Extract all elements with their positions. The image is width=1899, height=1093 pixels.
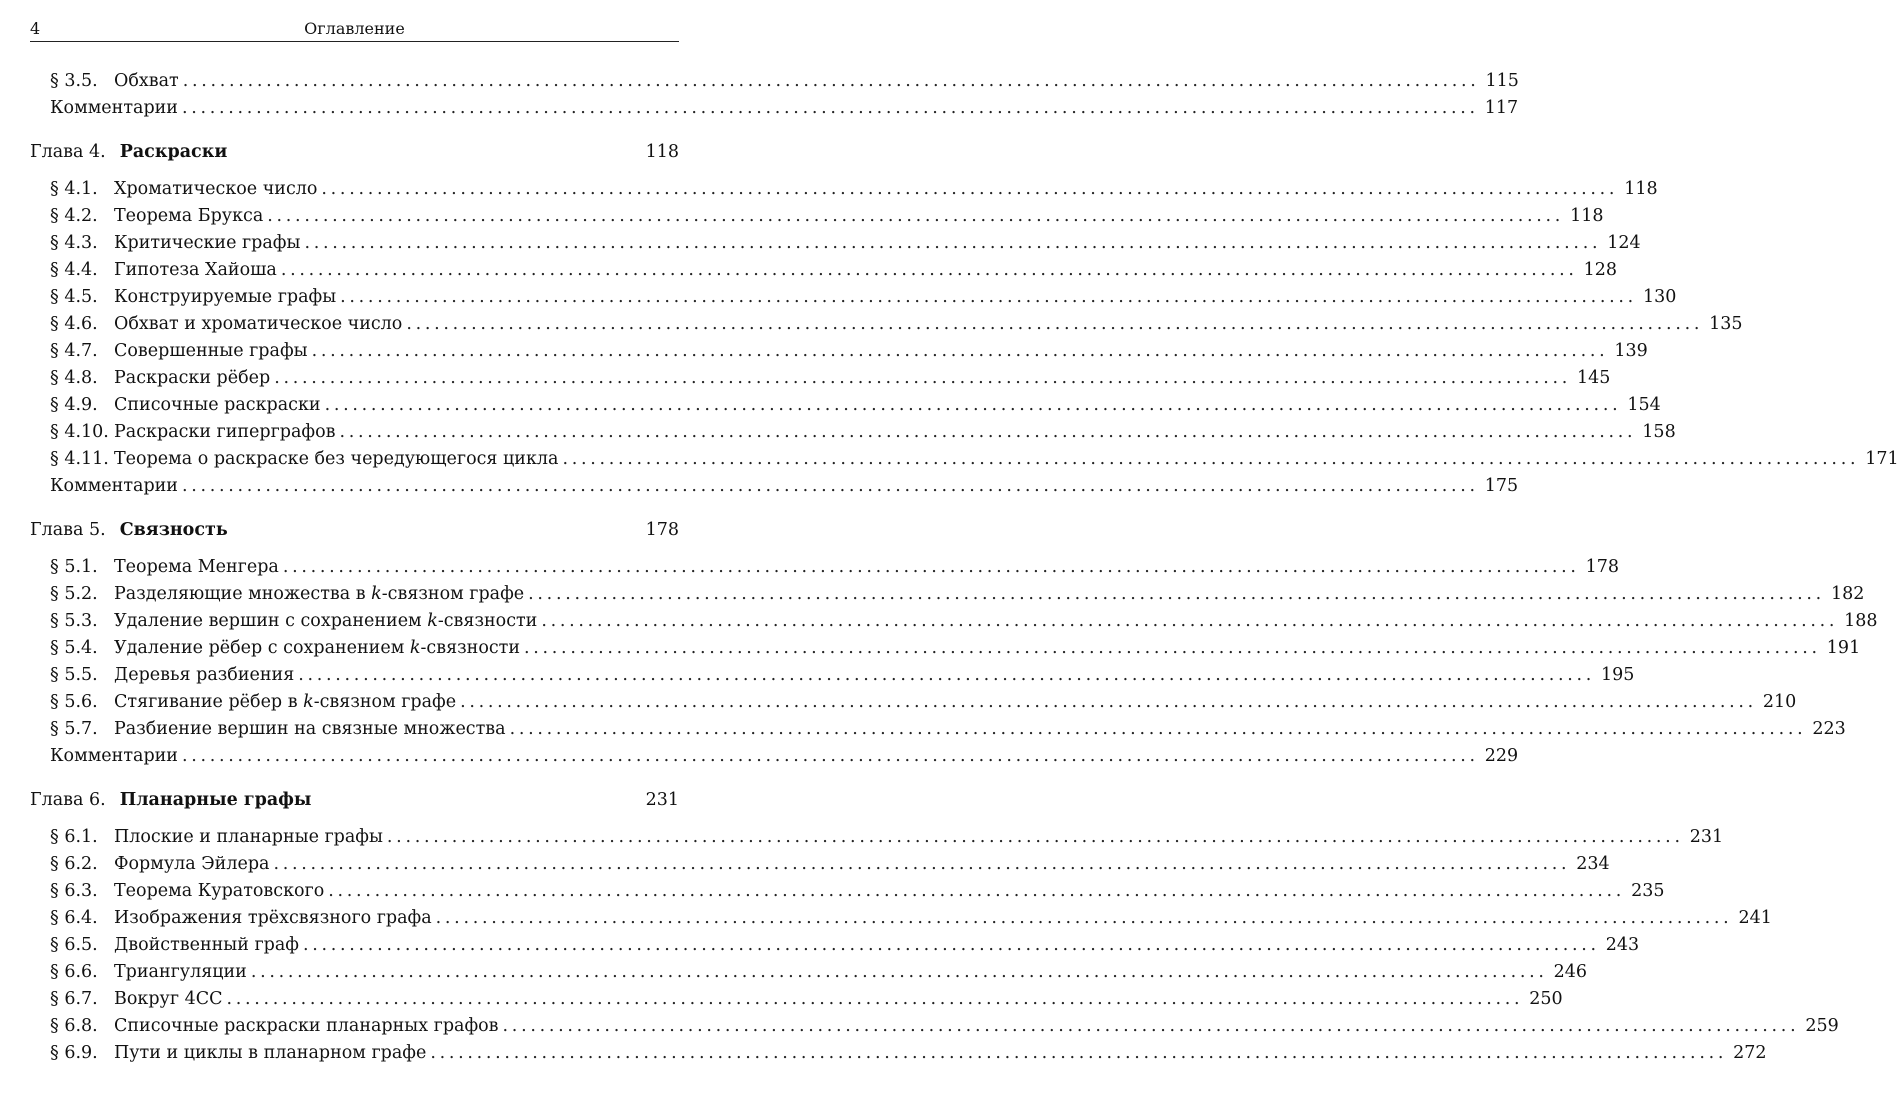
dot-leader: ............................................................................................................................................ — [524, 638, 1821, 658]
toc-section[interactable] — [50, 662, 1635, 689]
entry-title: Разбиение вершин на связные множества — [114, 716, 510, 743]
dot-leader: ............................................................................................................................................ — [273, 854, 1571, 874]
page-ref: 124 — [1607, 233, 1641, 253]
page-ref: 139 — [1614, 341, 1648, 361]
entry-title: Комментарии — [50, 95, 182, 122]
entry-title: Критические графы — [114, 230, 304, 257]
page-ref: 246 — [1553, 962, 1588, 982]
section-number: § 4.6. — [50, 314, 98, 334]
section-number: § 3.5. — [50, 71, 98, 91]
section-number: § 5.2. — [50, 584, 98, 604]
page-ref: 135 — [1709, 314, 1743, 334]
page-ref: 191 — [1826, 638, 1861, 658]
toc-section[interactable] — [50, 878, 1665, 905]
section-number: § 6.7. — [50, 989, 98, 1009]
dot-leader: ............................................................................................................................................ — [274, 368, 1571, 388]
toc-section[interactable] — [50, 392, 1661, 419]
dot-leader: ............................................................................................................................................ — [528, 584, 1825, 604]
chapter-title: Связность — [119, 520, 228, 540]
entry-title: Теорема о раскраске без чередующегося цикла — [114, 446, 562, 473]
dot-leader: ............................................................................................................................................ — [386, 827, 1684, 847]
toc-section[interactable] — [50, 176, 1658, 203]
entry-title: Гипотеза Хайоша — [114, 257, 281, 284]
dot-leader: ............................................................................................................................................ — [298, 665, 1596, 685]
section-number: § 4.9. — [50, 395, 98, 415]
entry-title: Обхват и хроматическое число — [114, 311, 406, 338]
dot-leader: ............................................................................................................................................ — [311, 341, 1609, 361]
page-ref: 241 — [1738, 908, 1772, 928]
dot-leader: ............................................................................................................................................ — [181, 98, 1479, 118]
page-ref: 128 — [1583, 260, 1618, 280]
dot-leader: ............................................................................................................................................ — [302, 935, 1600, 955]
page-ref: 210 — [1762, 692, 1797, 712]
page-ref: 231 — [1689, 827, 1724, 847]
entry-title: Комментарии — [50, 473, 182, 500]
dot-leader: ............................................................................................................................................ — [226, 989, 1524, 1009]
dot-leader: ............................................................................................................................................ — [460, 692, 1757, 712]
toc-section[interactable] — [50, 338, 1648, 365]
page-ref: 175 — [1484, 476, 1519, 496]
dot-leader: ............................................................................................................................................ — [502, 1016, 1800, 1036]
section-number: § 4.4. — [50, 260, 98, 280]
toc-section[interactable] — [50, 986, 1563, 1013]
dot-leader: ............................................................................................................................................ — [541, 611, 1839, 631]
dot-leader: ............................................................................................................................................ — [562, 449, 1860, 469]
dot-leader: ............................................................................................................................................ — [340, 287, 1637, 307]
dot-leader: ............................................................................................................................................ — [328, 881, 1626, 901]
section-number: § 6.6. — [50, 962, 98, 982]
section-number: § 6.2. — [50, 854, 98, 874]
toc-section[interactable] — [50, 203, 1604, 230]
chapter-label: Глава 5. — [30, 520, 106, 540]
entry-title: Триангуляции — [114, 959, 251, 986]
toc-section[interactable] — [50, 608, 1878, 635]
dot-leader: ............................................................................................................................................ — [321, 179, 1619, 199]
section-number: § 4.3. — [50, 233, 98, 253]
toc-comments[interactable] — [50, 473, 1519, 500]
entry-title: Комментарии — [50, 743, 182, 770]
section-number: § 5.4. — [50, 638, 98, 658]
page-ref: 158 — [1642, 422, 1676, 442]
section-number: § 4.5. — [50, 287, 98, 307]
toc-section[interactable] — [50, 419, 1676, 446]
page-ref: 130 — [1642, 287, 1677, 307]
section-number: § 5.7. — [50, 719, 98, 739]
section-number: § 5.5. — [50, 665, 98, 685]
section-number: § 4.1. — [50, 179, 98, 199]
entry-title: Теорема Брукса — [114, 203, 267, 230]
page-ref: 195 — [1601, 665, 1635, 685]
toc-section[interactable] — [50, 68, 1519, 95]
entry-title: Стягивание рёбер в k-связном графе — [114, 689, 460, 716]
page-ref: 235 — [1631, 881, 1665, 901]
page-ref: 259 — [1805, 1016, 1839, 1036]
toc-chapter[interactable] — [30, 787, 679, 814]
toc-section[interactable] — [50, 554, 1620, 581]
entry-title: Обхват — [114, 68, 183, 95]
section-number: § 5.3. — [50, 611, 98, 631]
toc-section[interactable] — [50, 716, 1846, 743]
toc-section[interactable] — [50, 581, 1865, 608]
dot-leader: ............................................................................................................................................ — [339, 422, 1637, 442]
page-ref: 118 — [1624, 179, 1658, 199]
dot-leader: ............................................................................................................................................ — [324, 395, 1622, 415]
entry-title: Двойственный граф — [114, 932, 303, 959]
dot-leader: ............................................................................................................................................ — [267, 206, 1565, 226]
dot-leader: ............................................................................................................................................ — [182, 71, 1480, 91]
section-number: § 6.4. — [50, 908, 98, 928]
entry-title: Хроматическое число — [114, 176, 321, 203]
page-ref: 154 — [1627, 395, 1661, 415]
section-number: § 6.1. — [50, 827, 98, 847]
section-number: § 6.9. — [50, 1043, 98, 1063]
chapter-label: Глава 6. — [30, 790, 106, 810]
page-ref: 229 — [1484, 746, 1519, 766]
toc-section[interactable] — [50, 230, 1641, 257]
dot-leader: ............................................................................................................................................ — [430, 1043, 1728, 1063]
page-ref: 223 — [1812, 719, 1846, 739]
entry-title: Удаление вершин с сохранением k-связности — [114, 608, 541, 635]
entry-title: Теорема Менгера — [114, 554, 283, 581]
toc-section[interactable] — [50, 284, 1677, 311]
page-ref: 118 — [645, 142, 679, 162]
entry-title: Конструируемые графы — [114, 284, 340, 311]
entry-title: Разделяющие множества в k-связном графе — [114, 581, 528, 608]
entry-title: Плоские и планарные графы — [114, 824, 387, 851]
section-number: § 4.8. — [50, 368, 98, 388]
dot-leader: ............................................................................................................................................ — [250, 962, 1548, 982]
toc-section[interactable] — [50, 689, 1797, 716]
entry-title: Списочные раскраски — [114, 392, 325, 419]
entry-title: Деревья разбиения — [114, 662, 298, 689]
chapter-title: Планарные графы — [119, 790, 312, 810]
dot-leader: ............................................................................................................................................ — [280, 260, 1578, 280]
toc-section[interactable] — [50, 1040, 1767, 1067]
toc-section[interactable] — [50, 1013, 1839, 1040]
toc-section[interactable] — [50, 311, 1743, 338]
page-number: 4 — [30, 19, 41, 38]
toc-chapter[interactable] — [30, 517, 679, 544]
page-ref: 178 — [1585, 557, 1620, 577]
dot-leader: ............................................................................................................................................ — [181, 746, 1479, 766]
toc-section[interactable] — [50, 932, 1640, 959]
page-ref: 231 — [645, 790, 679, 810]
dot-leader: ............................................................................................................................................ — [282, 557, 1580, 577]
page-ref: 243 — [1605, 935, 1640, 955]
running-header — [30, 17, 679, 42]
toc-comments[interactable] — [50, 743, 1519, 770]
dot-leader: ............................................................................................................................................ — [509, 719, 1807, 739]
dot-leader: ............................................................................................................................................ — [435, 908, 1733, 928]
section-number: § 5.6. — [50, 692, 98, 712]
page-ref: 117 — [1484, 98, 1519, 118]
toc-comments[interactable] — [50, 95, 1519, 122]
toc-section[interactable] — [50, 851, 1610, 878]
page-ref: 118 — [1570, 206, 1604, 226]
section-number: § 4.7. — [50, 341, 98, 361]
toc-section[interactable] — [50, 365, 1611, 392]
dot-leader: ............................................................................................................................................ — [304, 233, 1602, 253]
section-number: § 4.10. — [50, 422, 109, 442]
toc-section[interactable] — [50, 824, 1724, 851]
dot-leader: ............................................................................................................................................ — [406, 314, 1704, 334]
chapter-title: Раскраски — [119, 142, 228, 162]
section-number: § 4.2. — [50, 206, 98, 226]
entry-title: Теорема Куратовского — [114, 878, 328, 905]
entry-title: Изображения трёхсвязного графа — [114, 905, 436, 932]
dot-leader: ............................................................................................................................................ — [181, 476, 1479, 496]
page-ref: 178 — [645, 520, 679, 540]
page-ref: 188 — [1844, 611, 1878, 631]
entry-title: Раскраски гиперграфов — [114, 419, 340, 446]
entry-title: Списочные раскраски планарных графов — [114, 1013, 503, 1040]
toc-section[interactable] — [50, 446, 1899, 473]
toc-section[interactable] — [50, 257, 1618, 284]
section-number: § 5.1. — [50, 557, 98, 577]
page-ref: 145 — [1577, 368, 1611, 388]
page-ref: 250 — [1529, 989, 1563, 1009]
entry-title: Пути и циклы в планарном графе — [114, 1040, 430, 1067]
page-ref: 171 — [1865, 449, 1899, 469]
running-title: Оглавление — [304, 19, 405, 38]
toc-section[interactable] — [50, 635, 1861, 662]
section-number: § 6.8. — [50, 1016, 98, 1036]
page-ref: 272 — [1733, 1043, 1767, 1063]
page-ref: 234 — [1576, 854, 1610, 874]
entry-title: Совершенные графы — [114, 338, 312, 365]
entry-title: Формула Эйлера — [114, 851, 273, 878]
section-number: § 4.11. — [50, 449, 109, 469]
section-number: § 6.5. — [50, 935, 98, 955]
entry-title: Удаление рёбер с сохранением k-связности — [114, 635, 524, 662]
page-ref: 115 — [1485, 71, 1519, 91]
toc-section[interactable] — [50, 959, 1588, 986]
chapter-label: Глава 4. — [30, 142, 106, 162]
toc-section[interactable] — [50, 905, 1772, 932]
entry-title: Вокруг 4CC — [114, 986, 226, 1013]
section-number: § 6.3. — [50, 881, 98, 901]
entry-title: Раскраски рёбер — [114, 365, 274, 392]
page-ref: 182 — [1830, 584, 1865, 604]
toc-chapter[interactable] — [30, 139, 679, 166]
